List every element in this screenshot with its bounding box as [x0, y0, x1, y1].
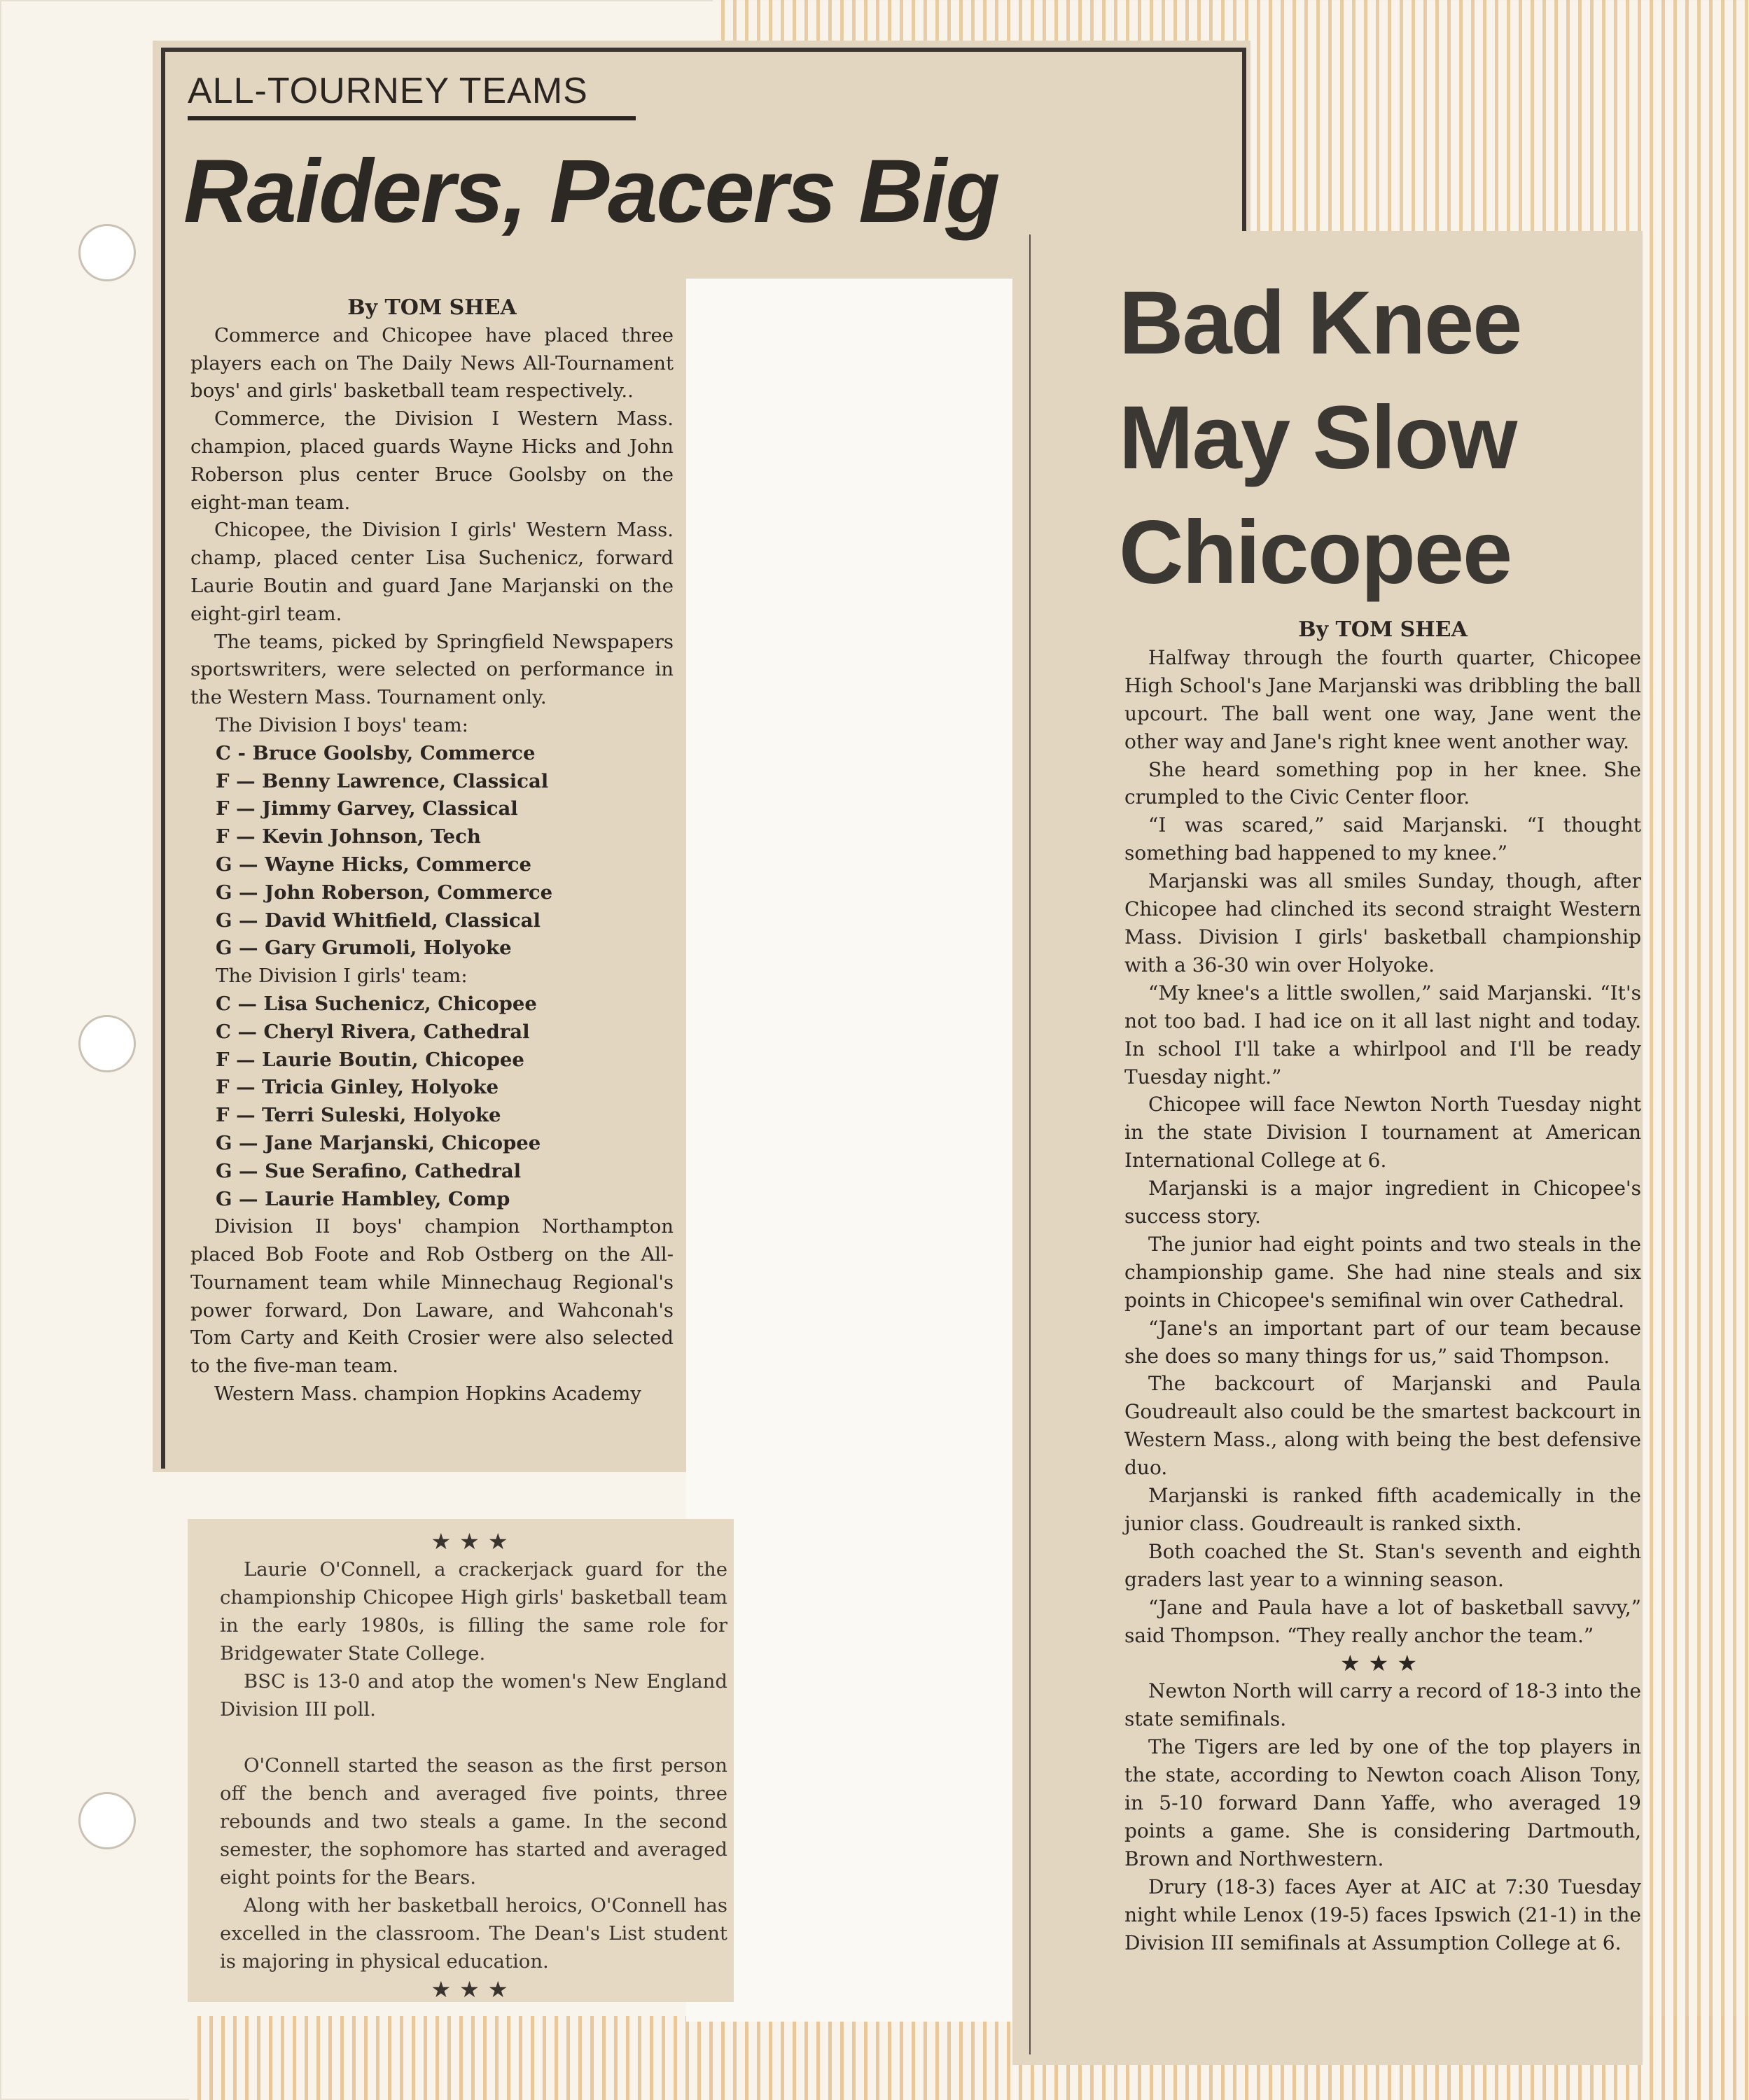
paragraph: Western Mass. champion Hopkins Academy: [214, 1382, 641, 1406]
headline-bad-knee: [1119, 266, 1521, 610]
blank-gap: [686, 279, 1031, 2022]
paragraph: She heard something pop in her knee. She crumpled to the Civic Center floor.: [1124, 757, 1641, 809]
article-c-body: [1124, 616, 1641, 1957]
paragraph: Chicopee will face Newton North Tuesday night in the state Division I tournament at American International College at 6.: [1124, 1093, 1641, 1172]
paragraph: Drury (18-3) faces Ayer at AIC at 7:30 Tuesday night while Lenox (19-5) faces Ipswich (21-1) in the Division III semifinals at Assumption College at 6.: [1124, 1875, 1641, 1954]
paragraph: “Jane and Paula have a lot of basketball savvy,” said Thompson. “They really anchor the team.”: [1124, 1595, 1641, 1647]
roster-line: G — John Roberson, Commerce: [216, 881, 553, 904]
paragraph: Chicopee, the Division I girls' Western Mass. champ, placed center Lisa Suchenicz, forward Laurie Boutin and guard Jane Marjanski on the eight-girl team.: [190, 519, 674, 625]
paragraph: The backcourt of Marjanski and Paula Goudreault also could be the smartest backcourt in Western Mass., along with being the best defensive duo.: [1124, 1372, 1641, 1480]
roster-line: G — David Whitfield, Classical: [216, 909, 541, 932]
headline-line: Bad Knee: [1119, 273, 1521, 373]
paragraph: The teams, picked by Springfield Newspapers sportswriters, were selected on performance in the Western Mass. Tournament only.: [190, 630, 674, 709]
star-divider: ★★★: [1339, 1649, 1426, 1676]
headline-line: May Slow: [1119, 388, 1517, 488]
paragraph: Laurie O'Connell, a crackerjack guard for the championship Chicopee High girls' basketball team in the early 1980s, is filling the same role for Bridgewater State College.: [220, 1558, 727, 1665]
kicker-label: ALL-TOURNEY TEAMS: [188, 70, 636, 120]
paragraph: The Tigers are led by one of the top players in the state, according to Newton coach Alison Tony, in 5-10 forward Dann Yaffe, who averaged 19 points a game. She is considering Dartmouth, Brown and Northwestern.: [1124, 1735, 1641, 1870]
binder-hole-bottom: [78, 1792, 136, 1849]
roster-line: F — Tricia Ginley, Holyoke: [216, 1076, 499, 1099]
roster-line: G — Laurie Hambley, Comp: [216, 1187, 510, 1210]
roster-line: C — Cheryl Rivera, Cathedral: [216, 1020, 530, 1043]
roster-line: F — Kevin Johnson, Tech: [216, 825, 481, 848]
byline: By TOM SHEA: [1298, 617, 1468, 642]
paragraph: Marjanski was all smiles Sunday, though, after Chicopee had clinched its second straight Western Mass. Division I girls' basketball championship with a 36-30 win over Holyoke.: [1124, 869, 1641, 976]
paragraph: Along with her basketball heroics, O'Connell has excelled in the classroom. The Dean's List student is majoring in physical education.: [220, 1894, 727, 1973]
roster-line: G — Gary Grumoli, Holyoke: [216, 937, 512, 960]
clipping-edge-line: [1029, 234, 1031, 2054]
star-divider: ★★★: [431, 1976, 517, 2003]
headline-raiders-pacers: Raiders, Pacers Big: [183, 141, 999, 241]
byline: By TOM SHEA: [347, 295, 517, 320]
paragraph: Commerce, the Division I Western Mass. champion, placed guards Wayne Hicks and John Roberson plus center Bruce Goolsby on the eight-man team.: [190, 407, 674, 514]
roster-line: F — Laurie Boutin, Chicopee: [216, 1048, 524, 1071]
binder-hole-top: [78, 224, 136, 281]
roster-line: F — Benny Lawrence, Classical: [216, 769, 549, 792]
roster-line: G — Sue Serafino, Cathedral: [216, 1159, 522, 1182]
paragraph: “My knee's a little swollen,” said Marjanski. “It's not too bad. I had ice on it all last night and today. In school I'll take a whirlpool and I'll be ready Tuesday night.”: [1124, 981, 1641, 1088]
paragraph: Newton North will carry a record of 18-3 into the state semifinals.: [1124, 1679, 1641, 1731]
paragraph: “I was scared,” said Marjanski. “I thought something bad happened to my knee.”: [1124, 813, 1641, 865]
paragraph: Both coached the St. Stan's seventh and eighth graders last year to a winning season.: [1124, 1539, 1641, 1591]
article-a-body: [190, 294, 674, 1408]
roster-line: G — Wayne Hicks, Commerce: [216, 853, 531, 876]
paragraph: Halfway through the fourth quarter, Chicopee High School's Jane Marjanski was dribbling the ball upcourt. The ball went one way, Jane went the other way and Jane's right knee went another way.: [1124, 645, 1641, 753]
spacer: [220, 1723, 727, 1751]
paragraph: The junior had eight points and two steals in the championship game. She had nine steals and six points in Chicopee's semifinal win over Cathedral.: [1124, 1232, 1641, 1312]
girls-team-heading: The Division I girls' team:: [216, 965, 468, 988]
headline-line: Chicopee: [1119, 503, 1512, 603]
roster-line: C - Bruce Goolsby, Commerce: [216, 741, 536, 764]
paragraph: O'Connell started the season as the first person off the bench and averaged five points, three rebounds and two steals a game. In the second semester, the sophomore has started and averaged eight points for the Bears.: [220, 1754, 727, 1889]
roster-line: F — Terri Suleski, Holyoke: [216, 1104, 501, 1127]
paragraph: Commerce and Chicopee have placed three players each on The Daily News All-Tournament boys' and girls' basketball team respectively..: [190, 323, 674, 402]
paragraph: Marjanski is ranked fifth academically in the junior class. Goudreault is ranked sixth.: [1124, 1484, 1641, 1535]
roster-line: F — Jimmy Garvey, Classical: [216, 797, 518, 820]
article-b-body: [220, 1527, 727, 2003]
roster-line: C — Lisa Suchenicz, Chicopee: [216, 992, 537, 1015]
binder-hole-middle: [78, 1015, 136, 1072]
paragraph: BSC is 13-0 and atop the women's New England Division III poll.: [220, 1670, 727, 1721]
paragraph: Division II boys' champion Northampton placed Bob Foote and Rob Ostberg on the All-Tournament team while Minnechaug Regional's power forward, Don Laware, and Wahconah's Tom Carty and Keith Crosier were also selected to the five-man team.: [190, 1215, 674, 1378]
boys-team-heading: The Division I boys' team:: [216, 713, 468, 736]
roster-line: G — Jane Marjanski, Chicopee: [216, 1131, 541, 1154]
paragraph: Marjanski is a major ingredient in Chicopee's success story.: [1124, 1177, 1641, 1228]
paragraph: “Jane's an important part of our team because she does so many things for us,” said Thompson.: [1124, 1316, 1641, 1368]
star-divider: ★★★: [431, 1528, 517, 1555]
